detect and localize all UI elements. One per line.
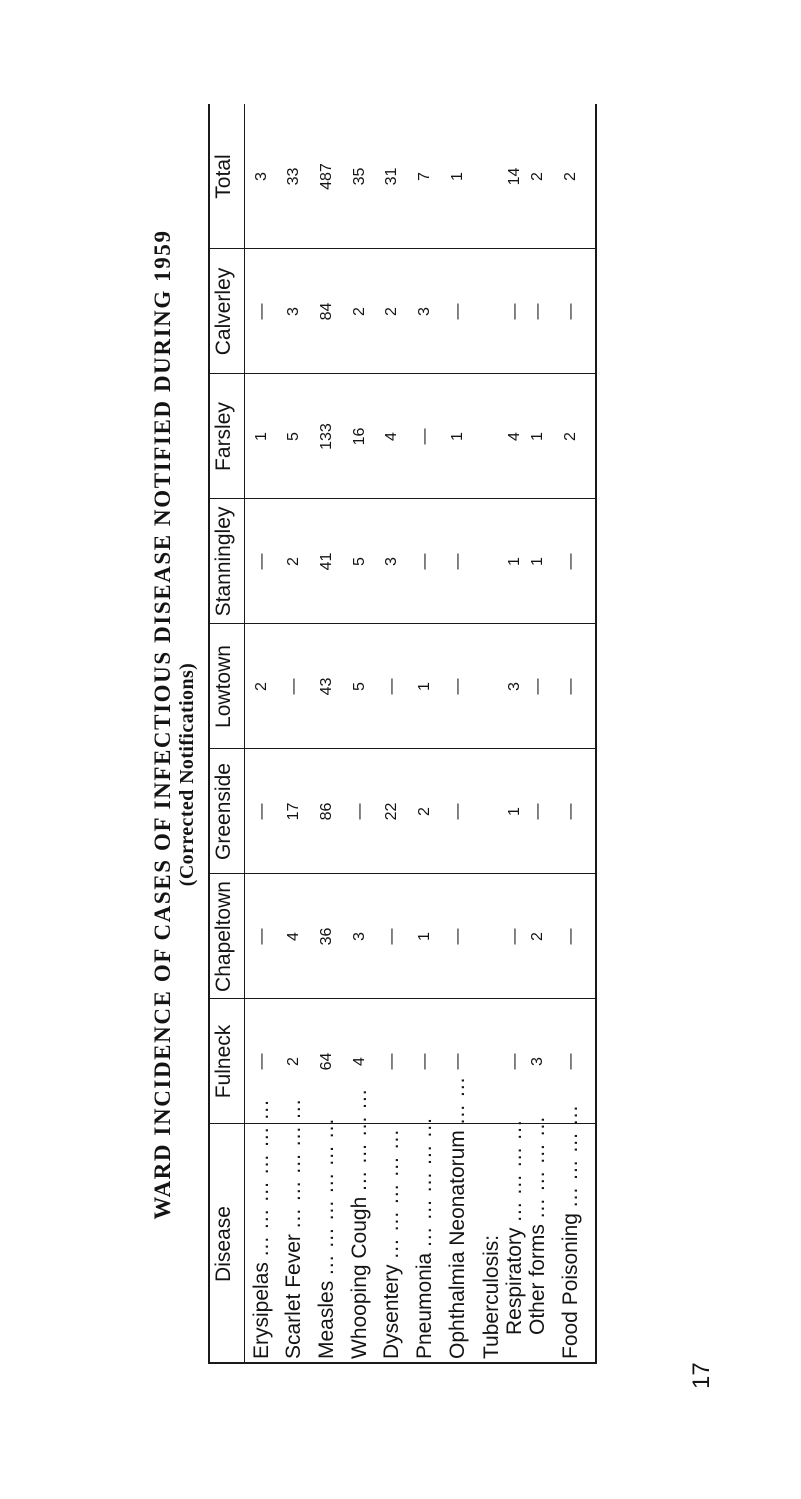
table-cell: 3: [351, 932, 368, 941]
header-farsley: Farsley: [212, 402, 235, 471]
table-cell: —: [449, 678, 466, 695]
table-bottom-rule: [595, 104, 597, 1364]
table-cell: —: [253, 1053, 270, 1070]
table-cell: —: [562, 928, 579, 945]
table-cell: 31: [383, 167, 400, 186]
leader-dots: ... ... ... ... ... ...: [250, 1099, 273, 1257]
table-cell: 5: [351, 557, 368, 566]
table-cell: —: [562, 1053, 579, 1070]
disease-name: Whooping Cough: [348, 1196, 371, 1359]
table-top-rule: [208, 104, 210, 1364]
disease-label: [282, 1098, 306, 1359]
leader-dots: ... ... ... ...: [559, 1104, 582, 1208]
disease-label: [348, 1088, 372, 1359]
table-cell: —: [562, 678, 579, 695]
table-cell: 84: [318, 302, 335, 321]
header-calverley: Calverley: [212, 267, 235, 356]
disease-label: [526, 1116, 550, 1335]
table-cell: 7: [416, 172, 433, 181]
table-cell: —: [253, 928, 270, 945]
table-cell: 3: [383, 557, 400, 566]
table-cell: 86: [318, 802, 335, 821]
table-cell: —: [449, 553, 466, 570]
table-cell: —: [449, 928, 466, 945]
table-cell: 35: [351, 167, 368, 186]
table-cell: 133: [318, 423, 335, 450]
table-cell: 41: [318, 552, 335, 571]
table-cell: 2: [529, 932, 546, 941]
table-cell: 2: [285, 1057, 302, 1066]
table-cell: 1: [506, 557, 523, 566]
table-cell: 2: [253, 682, 270, 691]
header-lowtown: Lowtown: [212, 645, 235, 728]
table-cell: —: [351, 803, 368, 820]
header-stanningley: Stanningley: [212, 506, 235, 617]
page-subtitle: (Corrected Notifications): [176, 662, 198, 887]
disease-label: [250, 1099, 274, 1359]
table-cell: 43: [318, 677, 335, 696]
table-cell: —: [253, 553, 270, 570]
table-cell: —: [506, 928, 523, 945]
table-cell: 1: [449, 432, 466, 441]
table-cell: —: [562, 803, 579, 820]
table-cell: 487: [318, 163, 335, 190]
table-cell: 2: [383, 307, 400, 316]
disease-name: Measles: [315, 1280, 338, 1359]
leader-dots: ... ...: [446, 1076, 469, 1125]
page-title: WARD INCIDENCE OF CASES OF INFECTIOUS DISEASE NOTIFIED DURING 1959: [150, 229, 175, 1220]
table-cell: —: [562, 553, 579, 570]
table-cell: 5: [285, 432, 302, 441]
leader-dots: ... ... ... ...: [526, 1115, 549, 1219]
table-cell: 3: [506, 682, 523, 691]
table-cell: —: [253, 303, 270, 320]
table-cell: 1: [449, 172, 466, 181]
table-cell: 33: [285, 167, 302, 186]
table-cell: 2: [351, 307, 368, 316]
table-cell: 16: [351, 427, 368, 446]
table-cell: —: [416, 428, 433, 445]
table-cell: —: [529, 303, 546, 320]
leader-dots: ... ... ... ...: [348, 1088, 371, 1191]
table-cell: —: [449, 1053, 466, 1070]
table-cell: 2: [416, 807, 433, 816]
table-cell: 3: [253, 172, 270, 181]
table-cell: 2: [562, 172, 579, 181]
disease-label: [380, 1129, 404, 1359]
table-cell: 2: [529, 172, 546, 181]
leader-dots: ... ... ... ... ...: [380, 1128, 403, 1259]
table-cell: 2: [562, 432, 579, 441]
header-disease: Disease: [212, 1206, 235, 1282]
disease-name: Respiratory: [503, 1227, 526, 1335]
table-cell: 3: [285, 307, 302, 316]
leader-dots: ... ... ... ...: [503, 1119, 526, 1222]
table-cell: 4: [506, 432, 523, 441]
table-cell: —: [383, 1053, 400, 1070]
table-cell: —: [416, 1053, 433, 1070]
disease-label: [503, 1119, 527, 1335]
table-cell: 4: [351, 1057, 368, 1066]
table-cell: 1: [506, 807, 523, 816]
table-cell: —: [506, 1053, 523, 1070]
table-cell: —: [285, 678, 302, 695]
table-cell: 64: [318, 1052, 335, 1071]
table-cell: —: [562, 303, 579, 320]
header-separator-rule: [244, 104, 245, 1364]
disease-name: Erysipelas: [250, 1262, 273, 1359]
table-cell: 1: [253, 432, 270, 441]
table-left-rule: [208, 1362, 597, 1364]
table-cell: 1: [529, 432, 546, 441]
table-cell: 4: [285, 932, 302, 941]
table-cell: —: [449, 303, 466, 320]
header-greenside: Greenside: [212, 763, 235, 860]
table-cell: 22: [383, 802, 400, 821]
leader-dots: ... ... ... ... ... ...: [315, 1117, 338, 1275]
disease-name: Ophthalmia Neonatorum: [446, 1130, 469, 1359]
header-chapeltown: Chapeltown: [212, 881, 235, 992]
disease-name: Scarlet Fever: [282, 1234, 305, 1359]
disease-name: Other forms: [526, 1224, 549, 1335]
table-cell: —: [529, 803, 546, 820]
disease-name: Food Poisoning: [559, 1213, 582, 1359]
disease-label: [315, 1118, 339, 1359]
disease-name: Tuberculosis:: [480, 1234, 503, 1359]
table-cell: —: [383, 928, 400, 945]
page-number: 17: [688, 1362, 715, 1389]
table-cell: 2: [285, 557, 302, 566]
disease-name: Dysentery: [380, 1264, 403, 1359]
table-cell: 3: [416, 307, 433, 316]
disease-label: [559, 1105, 583, 1359]
table-cell: —: [529, 678, 546, 695]
table-cell: —: [253, 803, 270, 820]
table-cell: 36: [318, 927, 335, 946]
table-cell: 4: [383, 432, 400, 441]
table-cell: —: [383, 678, 400, 695]
table-cell: 3: [529, 1057, 546, 1066]
table-cell: —: [506, 303, 523, 320]
table-cell: —: [449, 803, 466, 820]
table-cell: 1: [416, 682, 433, 691]
header-total: Total: [212, 154, 235, 199]
disease-label: [480, 1235, 504, 1359]
leader-dots: ... ... ... ... ...: [413, 1117, 436, 1247]
table-cell: 1: [416, 932, 433, 941]
table-cell: —: [416, 553, 433, 570]
table-cell: 14: [506, 167, 523, 186]
table-cell: 17: [285, 802, 302, 821]
leader-dots: ... ... ... ... ...: [282, 1098, 305, 1229]
table-cell: 1: [529, 557, 546, 566]
disease-label: [413, 1117, 437, 1359]
header-fulneck: Fulneck: [212, 1024, 235, 1099]
disease-name: Pneumonia: [413, 1252, 436, 1359]
table-cell: 5: [351, 682, 368, 691]
